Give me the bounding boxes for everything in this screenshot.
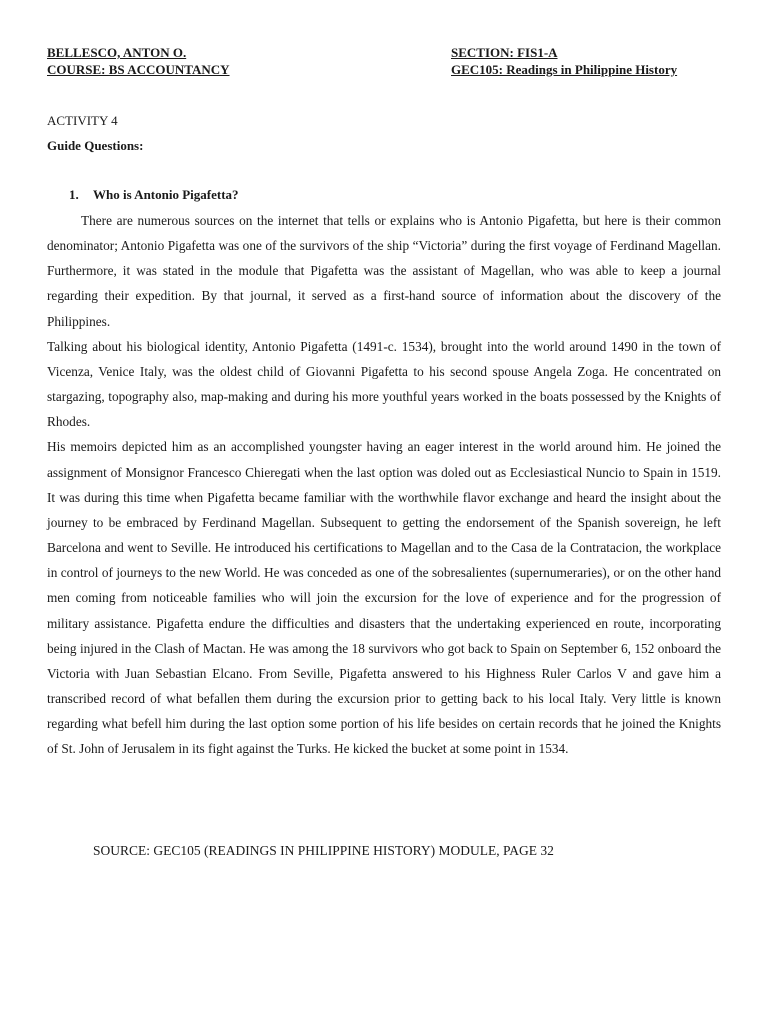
answer-paragraph: There are numerous sources on the internet that tells or explains who is Antonio Pigafetta, but here is their common denominator; Antonio Pigafetta was one of the survivors of the ship “Victoria” during the first voyage of Ferdinand Magellan. Furthermore, it was stated in the module that Pigafetta was the assistant of Magellan, who was able to keep a journal regarding their expedition. By that journal, it served as a first-hand source of information about the discovery of the Philippines. xyxy=(47,213,721,329)
answer-body xyxy=(47,208,721,761)
question-number: 1. xyxy=(69,187,79,202)
answer-paragraph: His memoirs depicted him as an accomplished youngster having an eager interest in the world around him. He joined the assignment of Monsignor Francesco Chieregati when the last option was doled out as Ecclesiastical Nuncio to Spain in 1519. It was during this time when Pigafetta became familiar with the worthwhile flavor exchange and heard the insight about the journey to be embraced by Ferdinand Magellan. Subsequent to getting the endorsement of the Spanish sovereign, he left Barcelona and went to Seville. He introduced his certifications to Magellan and to the Casa de la Contratacion, the workplace in control of journeys to the new World. He was conceded as one of the sobresalientes (supernumeraries), or on the other hand men coming from noticeable families who will join the excursion for the love of experience and for the progression of military assistance. Pigafetta endure the difficulties and disasters that the undertaking experienced en route, incorporating being injured in the Clash of Mactan. He was among the 18 survivors who got back to Spain on September 6, 152 onboard the Victoria with Juan Sebastian Elcano. From Seville, Pigafetta answered to his Highness Ruler Carlos V and gave him a transcribed record of what befallen them during the excursion prior to getting back to his local Italy. Very little is known regarding what befell him during the last option some portion of his life besides on certain records that he joined the Knights of St. John of Jerusalem in its fight against the Turks. He kicked the bucket at some point in 1534. xyxy=(47,439,721,757)
student-course: COURSE: BS ACCOUNTANCY xyxy=(47,62,230,77)
answer-paragraph: Talking about his biological identity, Antonio Pigafetta (1491-c. 1534), brought into the world around 1490 in the town of Vicenza, Venice Italy, was the oldest child of Giovanni Pigafetta to his second spouse Angela Zoga. He concentrated on stargazing, topography also, map-making and during his more youthful years worked in the boats possessed by the Knights of Rhodes. xyxy=(47,338,721,430)
subject-title: GEC105: Readings in Philippine History xyxy=(451,62,678,77)
student-name: BELLESCO, ANTON O. xyxy=(47,45,187,60)
question-heading xyxy=(69,187,239,203)
student-section: SECTION: FIS1-A xyxy=(451,45,558,60)
source-citation: SOURCE: GEC105 (READINGS IN PHILIPPINE HISTORY) MODULE, PAGE 32 xyxy=(93,843,554,858)
activity-title: ACTIVITY 4 xyxy=(47,113,118,128)
question-text: Who is Antonio Pigafetta? xyxy=(93,187,239,202)
guide-questions-label: Guide Questions: xyxy=(47,138,144,153)
